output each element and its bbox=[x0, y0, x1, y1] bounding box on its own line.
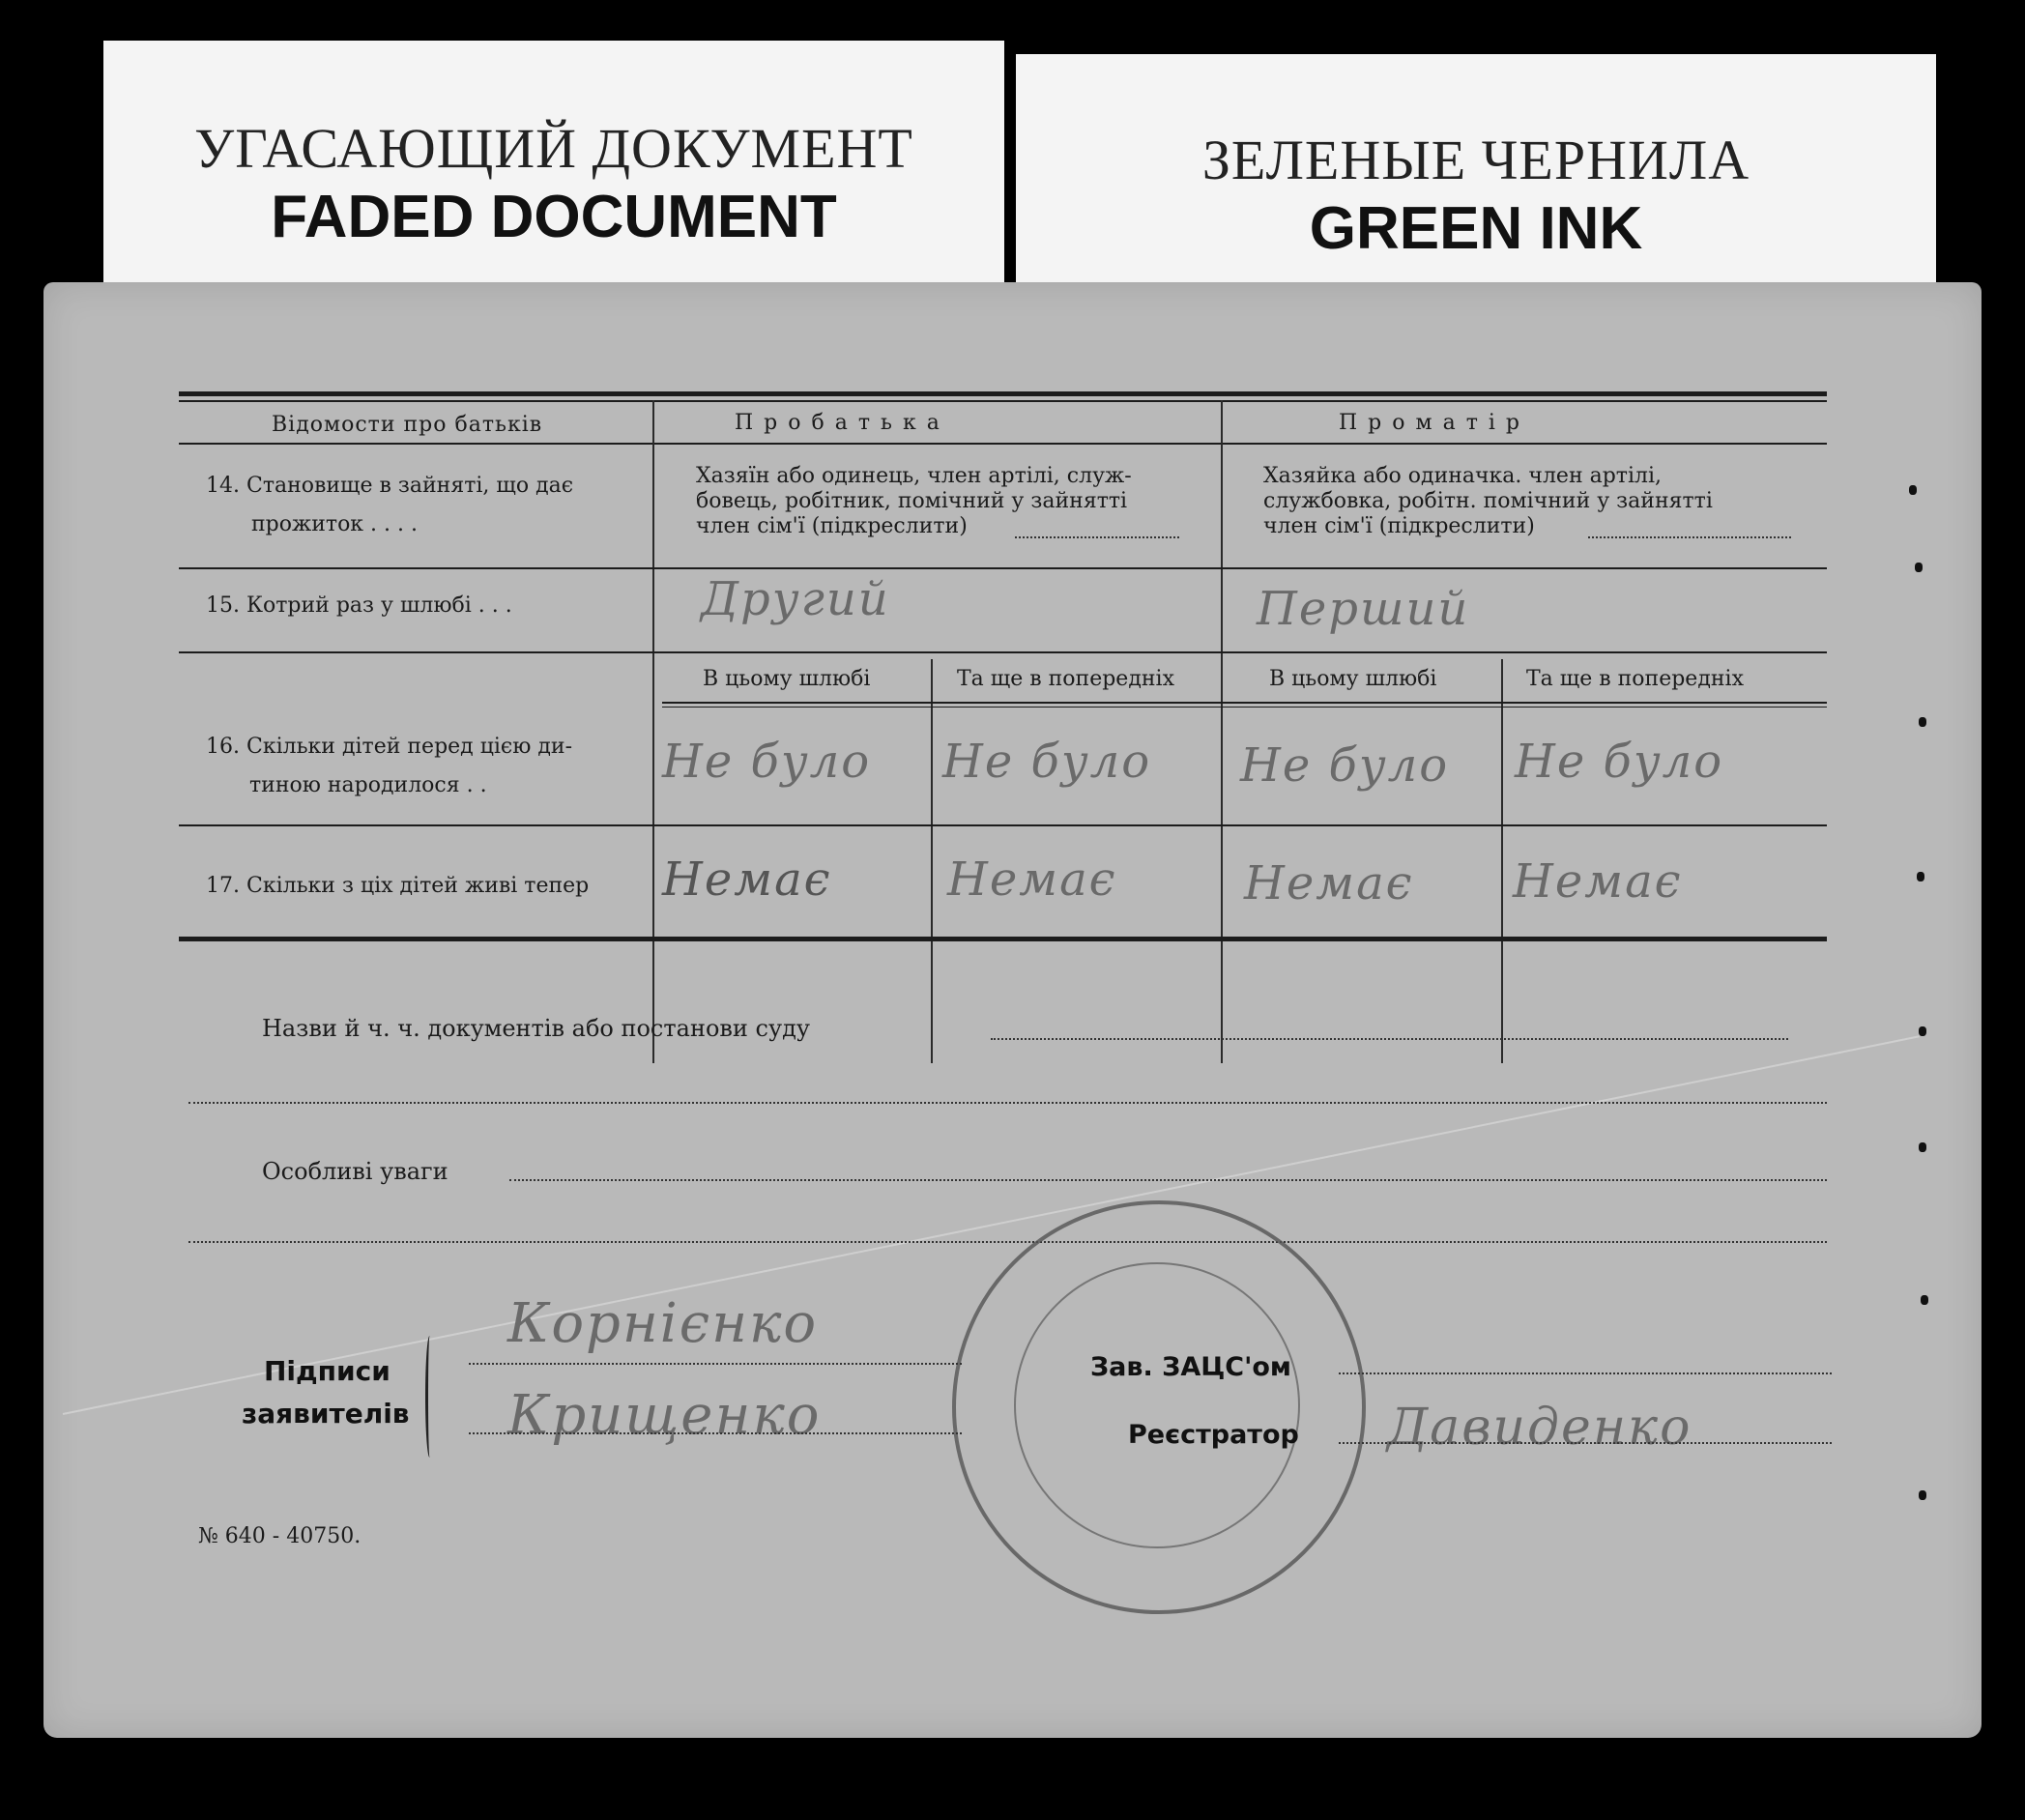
header-about-mother: П р о м а т і р bbox=[1339, 411, 1521, 435]
row16-rule bbox=[179, 824, 1827, 826]
row16-father-current: Не було bbox=[662, 735, 872, 789]
row15-father-handwritten: Другий bbox=[701, 572, 890, 626]
row14-label-line1: 14. Становище в зайняті, що дає bbox=[206, 474, 574, 498]
row17-mother-previous: Немає bbox=[1513, 854, 1683, 909]
subheader-rule-thin bbox=[662, 707, 1827, 708]
faded-document-en: FADED DOCUMENT bbox=[271, 184, 837, 250]
applicant-signature-1: Корнієнко bbox=[507, 1292, 819, 1355]
punch-hole bbox=[1917, 872, 1924, 881]
head-of-registry-line bbox=[1339, 1372, 1832, 1374]
green-ink-ru: ЗЕЛЕНЫЕ ЧЕРНИЛА bbox=[1201, 129, 1750, 191]
row14-father-dots bbox=[1015, 536, 1179, 538]
row16-mother-current: Не було bbox=[1240, 738, 1450, 793]
row17-father-current: Немає bbox=[662, 852, 832, 907]
row16-mother-previous: Не було bbox=[1515, 735, 1724, 789]
col-divider-1 bbox=[652, 400, 654, 1063]
row14-father-line3: член сім'ї (підкреслити) bbox=[696, 514, 968, 538]
punch-hole bbox=[1919, 1026, 1926, 1036]
punch-hole bbox=[1915, 563, 1923, 572]
row14-father-line1: Хазяїн або одинець, член артілі, служ- bbox=[696, 464, 1132, 488]
applicant-signature-2: Крищенко bbox=[507, 1384, 822, 1447]
row16-father-previous: Не було bbox=[942, 735, 1152, 789]
official-stamp bbox=[952, 1200, 1366, 1614]
row14-mother-dots bbox=[1588, 536, 1791, 538]
punch-hole bbox=[1919, 1142, 1926, 1152]
documents-label: Назви й ч. ч. документів або постанови суду bbox=[262, 1015, 810, 1042]
head-of-registry-label: Зав. ЗАЦС'ом bbox=[1090, 1352, 1291, 1382]
subheader-father-current: В цьому шлюбі bbox=[703, 667, 871, 691]
faded-document-label-card bbox=[103, 41, 1004, 282]
row14-rule bbox=[179, 567, 1827, 569]
header-parents-info: Відомости про батьків bbox=[272, 413, 543, 437]
registrar-label: Реєстратор bbox=[1128, 1420, 1299, 1450]
subheader-mother-current: В цьому шлюбі bbox=[1269, 667, 1437, 691]
green-ink-en: GREEN INK bbox=[1309, 195, 1643, 262]
subheader-father-previous: Та ще в попередніх bbox=[957, 667, 1174, 691]
subheader-rule bbox=[662, 702, 1827, 704]
row14-father-line2: бовець, робітник, помічний у зайнятті bbox=[696, 489, 1128, 513]
row17-father-previous: Немає bbox=[947, 852, 1117, 907]
header-rule bbox=[179, 443, 1827, 445]
punch-hole bbox=[1919, 1490, 1926, 1500]
green-ink-label-card bbox=[1016, 54, 1936, 286]
punch-hole bbox=[1919, 717, 1926, 727]
form-number: № 640 - 40750. bbox=[198, 1524, 362, 1548]
row16-label-line1: 16. Скільки дітей перед цією ди- bbox=[206, 735, 573, 759]
row14-mother-line3: член сім'ї (підкреслити) bbox=[1263, 514, 1535, 538]
row14-label-line2: прожиток . . . . bbox=[251, 512, 419, 536]
remarks-dots-1 bbox=[509, 1179, 1827, 1181]
remarks-label: Особливі уваги bbox=[262, 1158, 448, 1185]
applicant-signature-1-line bbox=[469, 1363, 962, 1365]
table-top-rule-thin bbox=[179, 400, 1827, 402]
row16-label-line2: тиною народилося . . bbox=[249, 773, 487, 797]
col-divider-mother bbox=[1501, 659, 1503, 1063]
row14-mother-line1: Хазяйка або одиначка. член артілі, bbox=[1263, 464, 1663, 488]
header-about-father: П р о б а т ь к а bbox=[735, 411, 941, 435]
row15-label: 15. Котрий раз у шлюбі . . . bbox=[206, 593, 512, 618]
row15-mother-handwritten: Перший bbox=[1257, 582, 1470, 636]
row17-mother-current: Немає bbox=[1244, 856, 1414, 910]
faded-document-ru: УГАСАЮЩИЙ ДОКУМЕНТ bbox=[194, 117, 913, 180]
registrar-line bbox=[1339, 1442, 1832, 1444]
col-divider-father bbox=[931, 659, 933, 1063]
registrar-signature: Давиденко bbox=[1387, 1399, 1692, 1457]
row14-mother-line2: службовка, робітн. помічний у зайнятті bbox=[1263, 489, 1713, 513]
official-stamp-inner-ring bbox=[1014, 1262, 1300, 1548]
form-sheet bbox=[43, 282, 1982, 1738]
documents-dots-1 bbox=[991, 1038, 1788, 1040]
row15-rule bbox=[179, 651, 1827, 653]
table-bottom-rule bbox=[179, 937, 1827, 941]
remarks-dots-2 bbox=[188, 1241, 1827, 1243]
documents-dots-2 bbox=[188, 1102, 1827, 1104]
table-top-rule bbox=[179, 391, 1827, 396]
signatures-label-line2: заявителів bbox=[242, 1398, 410, 1430]
punch-hole bbox=[1921, 1295, 1928, 1305]
signatures-label-line1: Підписи bbox=[264, 1355, 391, 1387]
col-divider-2 bbox=[1221, 400, 1223, 1063]
punch-hole bbox=[1909, 485, 1917, 495]
signatures-brace bbox=[425, 1336, 434, 1458]
row17-label: 17. Скільки з ціх дітей живі тепер bbox=[206, 874, 590, 898]
subheader-mother-previous: Та ще в попередніх bbox=[1526, 667, 1744, 691]
applicant-signature-2-line bbox=[469, 1432, 962, 1434]
